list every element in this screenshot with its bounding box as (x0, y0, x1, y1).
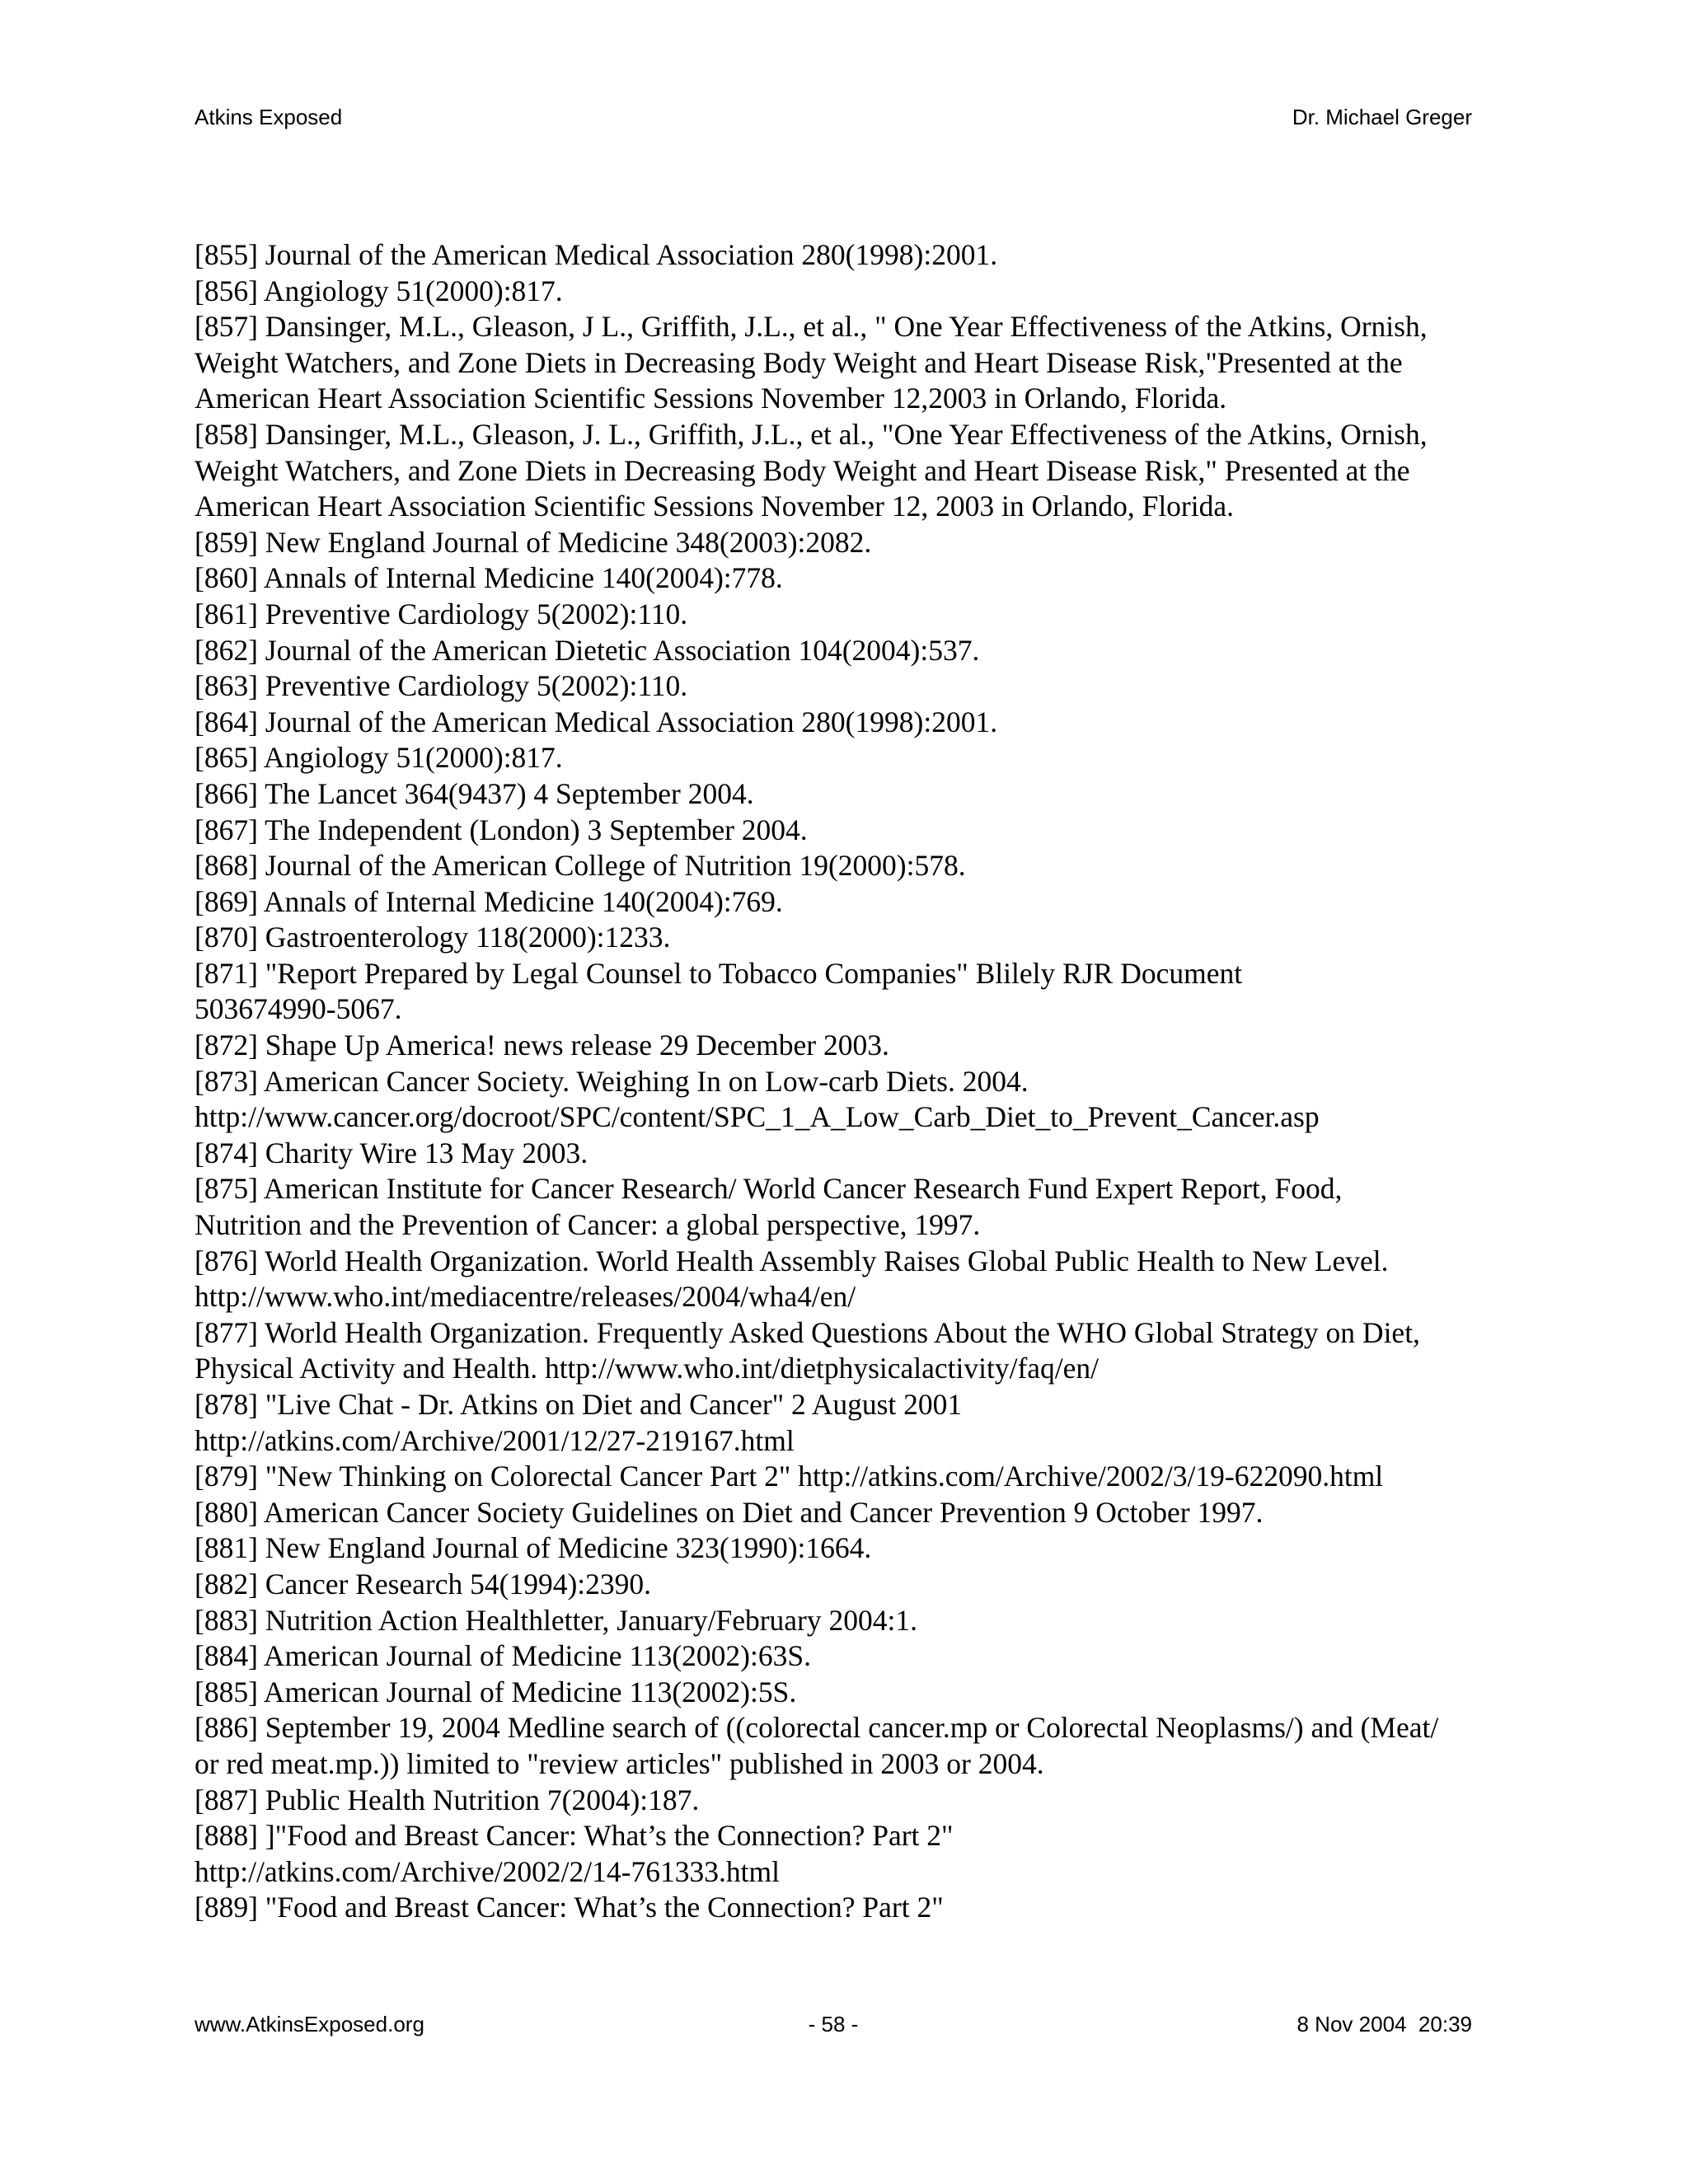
reference-line: [879] "New Thinking on Colorectal Cancer Part 2" http://atkins.com/Archive/2002/3/19-622090.html (195, 1460, 1384, 1493)
reference-line: [867] The Independent (London) 3 September 2004. (195, 813, 808, 846)
reference-line: [871] "Report Prepared by Legal Counsel to Tobacco Companies" Blilely RJR Document (195, 956, 1243, 990)
reference-line: [883] Nutrition Action Healthletter, January/February 2004:1. (195, 1603, 917, 1637)
reference-line: [882] Cancer Research 54(1994):2390. (195, 1567, 652, 1601)
reference-line: [859] New England Journal of Medicine 348(2003):2082. (195, 525, 872, 559)
page-footer (195, 2008, 1472, 2041)
header-title: Atkins Exposed (195, 105, 343, 129)
reference-line: [863] Preventive Cardiology 5(2002):110. (195, 669, 688, 703)
reference-line: Physical Activity and Health. http://www.who.int/dietphysicalactivity/faq/en/ (195, 1352, 1100, 1385)
reference-line: [868] Journal of the American College of Nutrition 19(2000):578. (195, 849, 966, 883)
reference-line: [873] American Cancer Society. Weighing In on Low-carb Diets. 2004. (195, 1064, 1029, 1098)
reference-line: [860] Annals of Internal Medicine 140(2004):778. (195, 561, 783, 595)
reference-line: [875] American Institute for Cancer Research/ World Cancer Research Fund Expert Report, Food, (195, 1172, 1343, 1206)
header-author: Dr. Michael Greger (1292, 105, 1472, 129)
reference-line: Weight Watchers, and Zone Diets in Decreasing Body Weight and Heart Disease Risk," Presented at the (195, 453, 1410, 487)
reference-line: [880] American Cancer Society Guidelines on Diet and Cancer Prevention 9 October 1997. (195, 1495, 1264, 1529)
reference-line: [862] Journal of the American Dietetic Association 104(2004):537. (195, 633, 980, 667)
reference-line: [858] Dansinger, M.L., Gleason, J. L., Griffith, J.L., et al., "One Year Effectiveness of the Atkins, Ornish, (195, 417, 1428, 451)
reference-line: http://www.who.int/mediacentre/releases/2004/wha4/en/ (195, 1280, 856, 1314)
reference-line: [877] World Health Organization. Frequently Asked Questions About the WHO Global Strategy on Diet, (195, 1315, 1420, 1349)
reference-line: [869] Annals of Internal Medicine 140(2004):769. (195, 884, 783, 918)
reference-line: [885] American Journal of Medicine 113(2002):5S. (195, 1675, 797, 1708)
reference-line: [889] "Food and Breast Cancer: What’s the Connection? Part 2" (195, 1891, 944, 1924)
reference-line: American Heart Association Scientific Sessions November 12, 2003 in Orlando, Florida. (195, 490, 1234, 523)
page-number: - 58 - (808, 2012, 859, 2036)
reference-line: http://atkins.com/Archive/2001/12/27-219167.html (195, 1423, 795, 1457)
reference-line: http://atkins.com/Archive/2002/2/14-761333.html (195, 1854, 780, 1888)
reference-line: 503674990-5067. (195, 992, 402, 1026)
reference-line: [887] Public Health Nutrition 7(2004):187. (195, 1783, 700, 1816)
reference-line: [881] New England Journal of Medicine 323(1990):1664. (195, 1531, 872, 1565)
footer-date: 8 Nov 2004 20:39 (1296, 2012, 1472, 2036)
reference-line: [872] Shape Up America! news release 29 December 2003. (195, 1029, 889, 1062)
reference-line: [876] World Health Organization. World Health Assembly Raises Global Public Health to New Level. (195, 1244, 1389, 1277)
reference-line: [878] "Live Chat - Dr. Atkins on Diet and Cancer" 2 August 2001 (195, 1388, 963, 1421)
reference-line: [884] American Journal of Medicine 113(2002):63S. (195, 1639, 811, 1673)
reference-line: [886] September 19, 2004 Medline search of ((colorectal cancer.mp or Colorectal Neoplasms/) and (Meat/ (195, 1711, 1439, 1745)
reference-line: http://www.cancer.org/docroot/SPC/content/SPC_1_A_Low_Carb_Diet_to_Prevent_Cancer.asp (195, 1100, 1320, 1134)
reference-line: Nutrition and the Prevention of Cancer: a global perspective, 1997. (195, 1208, 981, 1242)
reference-line: [874] Charity Wire 13 May 2003. (195, 1136, 588, 1169)
reference-line: [856] Angiology 51(2000):817. (195, 274, 563, 307)
reference-line: [888] ]"Food and Breast Cancer: What’s the Connection? Part 2" (195, 1819, 954, 1853)
reference-line: Weight Watchers, and Zone Diets in Decreasing Body Weight and Heart Disease Risk,"Presented at the (195, 345, 1403, 379)
reference-list (195, 237, 1480, 1926)
reference-line: [870] Gastroenterology 118(2000):1233. (195, 921, 671, 954)
reference-line: [855] Journal of the American Medical Association 280(1998):2001. (195, 238, 998, 271)
reference-line: [857] Dansinger, M.L., Gleason, J L., Griffith, J.L., et al., " One Year Effectiveness of the Atkins, Ornish, (195, 310, 1428, 344)
reference-line: [864] Journal of the American Medical Association 280(1998):2001. (195, 705, 998, 738)
footer-website: www.AtkinsExposed.org (195, 2012, 424, 2036)
reference-line: [861] Preventive Cardiology 5(2002):110. (195, 597, 688, 630)
reference-line: or red meat.mp.)) limited to "review articles" published in 2003 or 2004. (195, 1746, 1044, 1780)
reference-line: [866] The Lancet 364(9437) 4 September 2004. (195, 776, 754, 810)
reference-line: American Heart Association Scientific Sessions November 12,2003 in Orlando, Florida. (195, 382, 1227, 415)
reference-line: [865] Angiology 51(2000):817. (195, 741, 563, 775)
page-header (195, 101, 1472, 134)
